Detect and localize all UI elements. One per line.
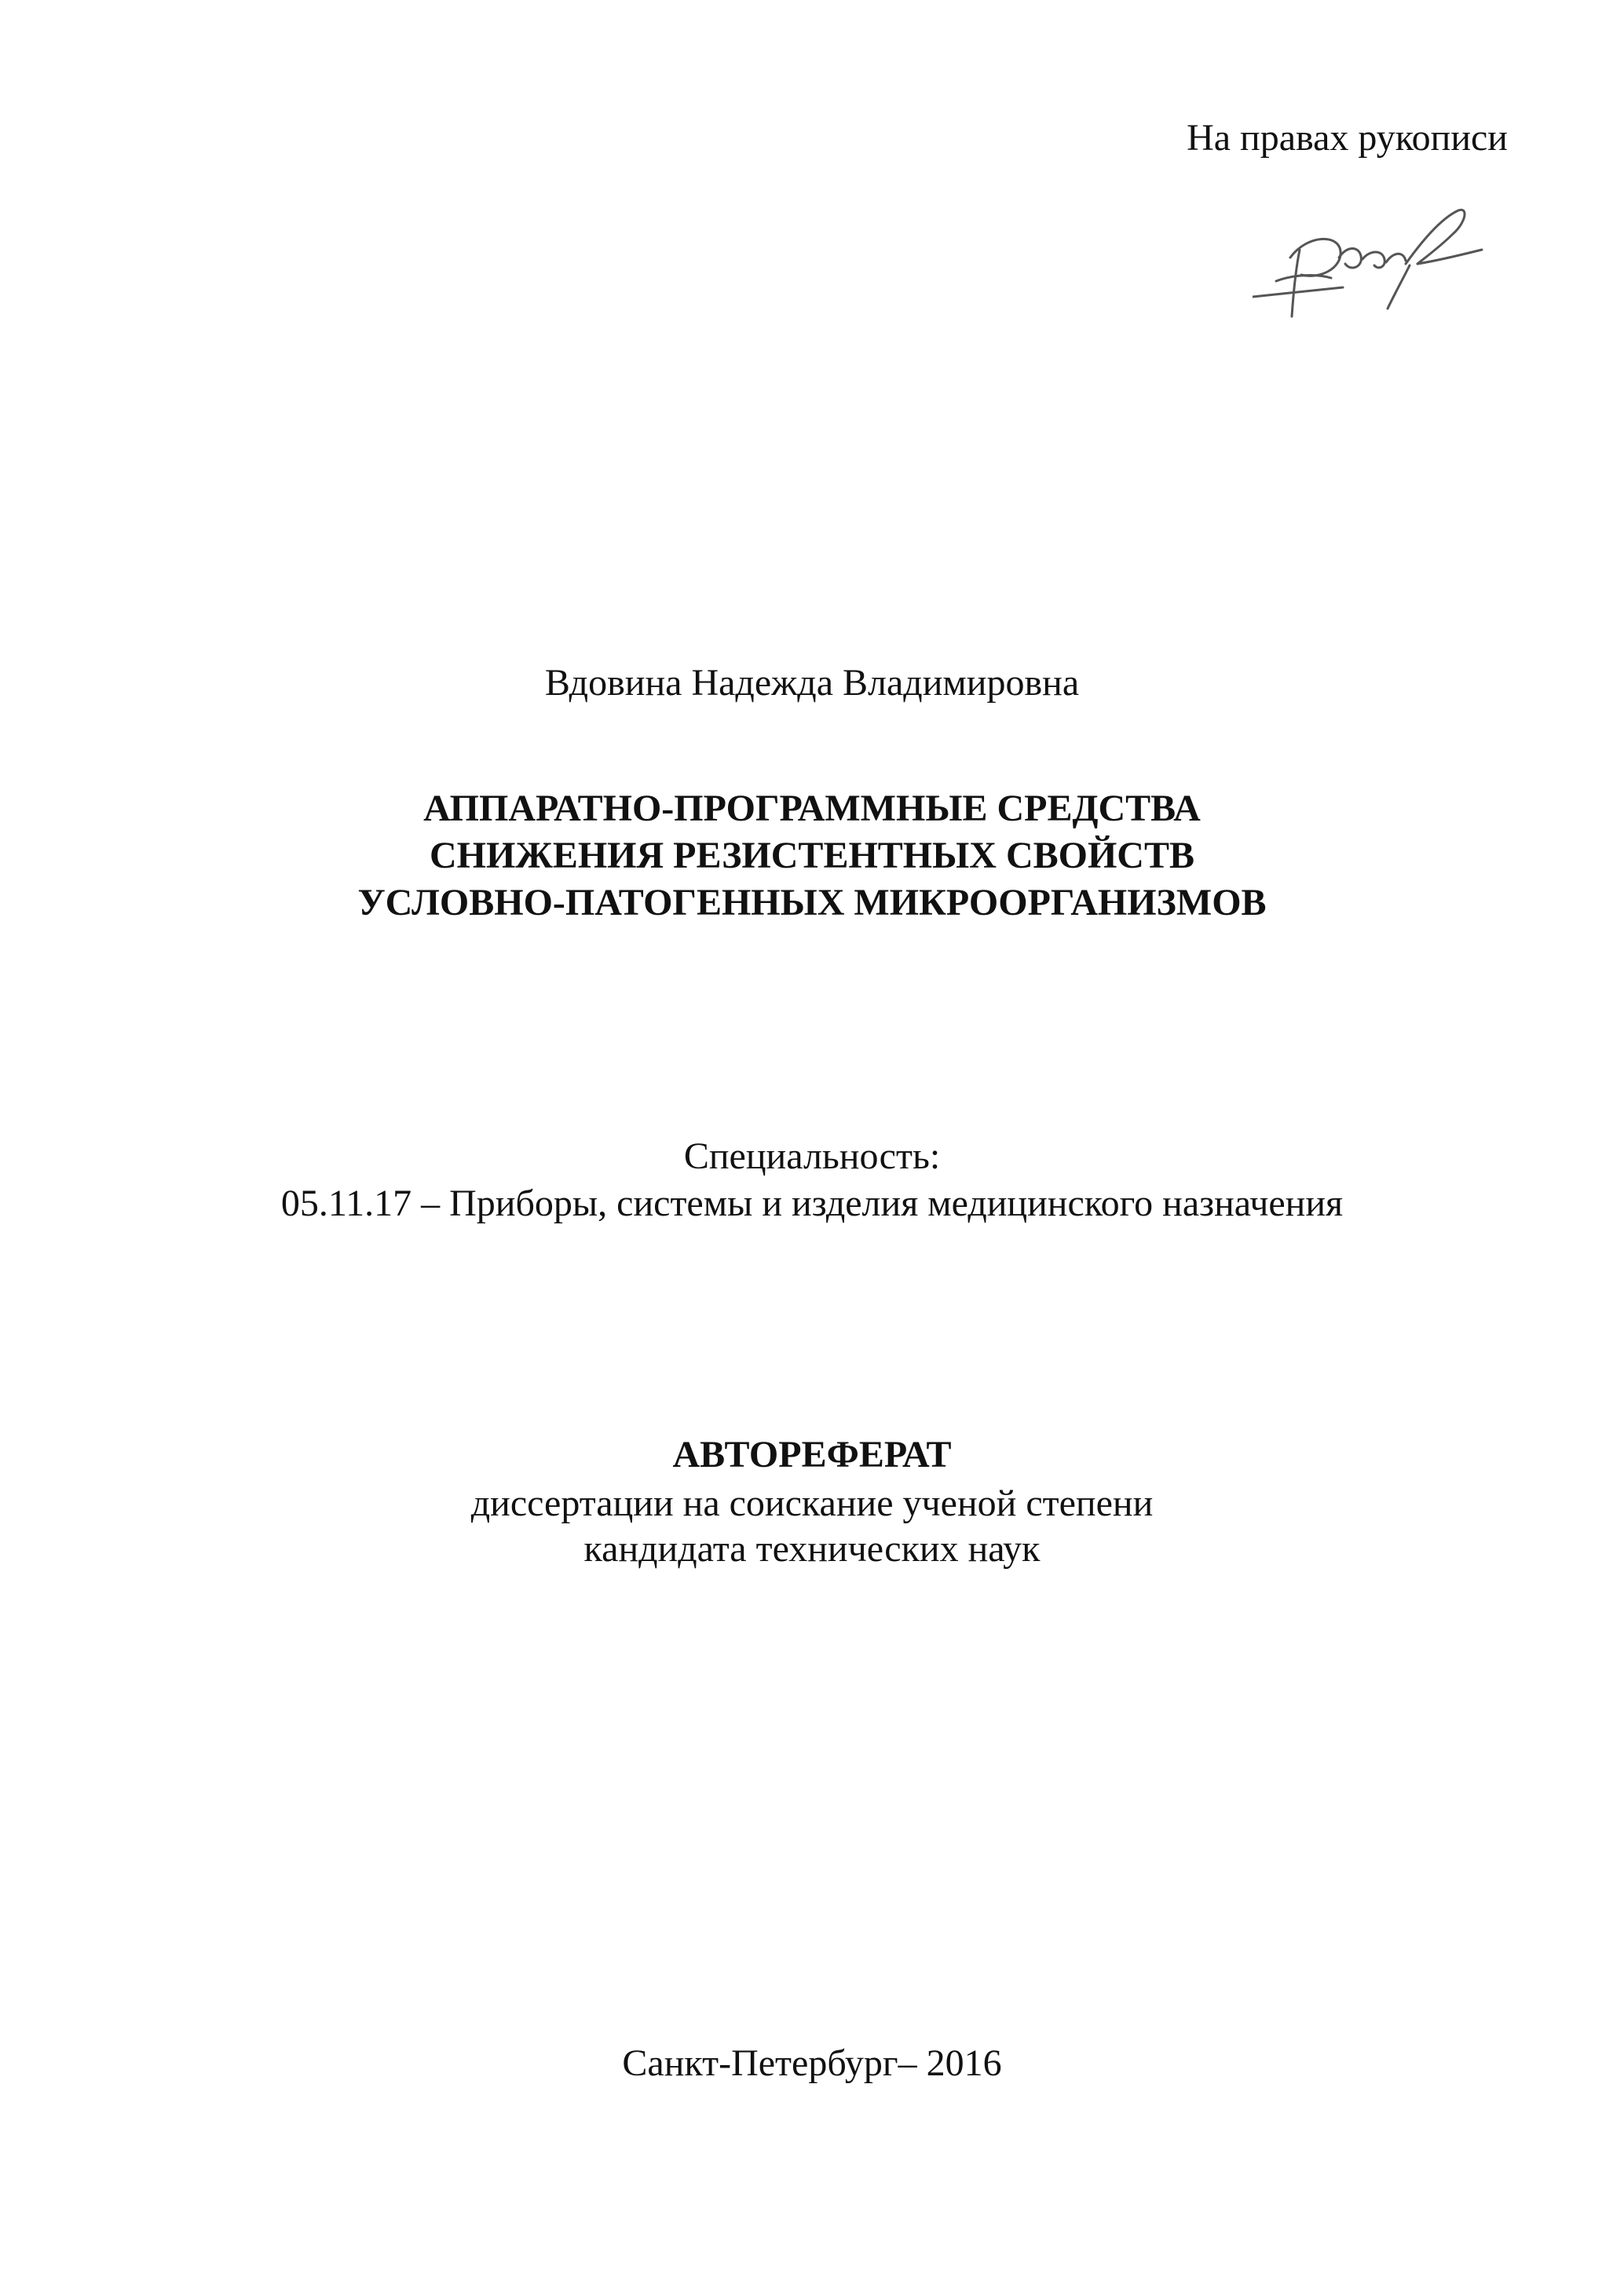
abstract-line-field: кандидата технических наук [583, 1528, 1041, 1570]
title-line: СНИЖЕНИЯ РЕЗИСТЕНТНЫХ СВОЙСТВ [430, 835, 1194, 876]
specialty-value: 05.11.17 – Приборы, системы и изделия медицинского назначения [280, 1183, 1344, 1224]
specialty-label: Специальность: [683, 1135, 941, 1177]
signature-icon [1253, 203, 1488, 320]
place-year: Санкт-Петербург– 2016 [622, 2042, 1002, 2084]
title-line: АППАРАТНО-ПРОГРАММНЫЕ СРЕДСТВА [423, 788, 1201, 829]
abstract-heading: АВТОРЕФЕРАТ [672, 1434, 952, 1475]
author-name: Вдовина Надежда Владимировна [544, 662, 1080, 704]
abstract-line-degree: диссертации на соискание ученой степени [470, 1483, 1154, 1524]
title-line: УСЛОВНО-ПАТОГЕННЫХ МИКРООРГАНИЗМОВ [357, 882, 1267, 923]
manuscript-note: На правах рукописи [1187, 117, 1508, 159]
